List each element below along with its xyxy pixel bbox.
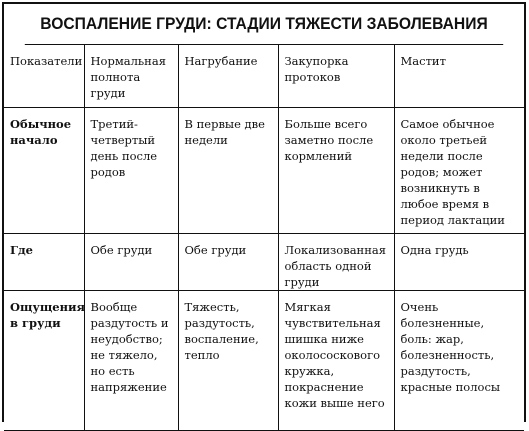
table-cell: Очень болезненные, боль: жар, болезненность, раздутость, красные полосы xyxy=(394,290,524,430)
table-cell: В первые две недели xyxy=(178,107,278,233)
table-row xyxy=(4,107,524,233)
table-cell: Тяжесть, раздутость, воспаление, тепло xyxy=(178,290,278,430)
row-label-onset: Обычное начало xyxy=(4,107,84,233)
table-cell: Обе груди xyxy=(84,233,178,290)
table-cell: Самое обычное около третьей недели после родов; может возникнуть в любое время в период лактации xyxy=(394,107,524,233)
table-cell: Третий-четвертый день после родов xyxy=(84,107,178,233)
column-header-mastitis: Мастит xyxy=(394,45,524,107)
row-label-sensations: Ощущения в груди xyxy=(4,290,84,430)
table-cell: Одна грудь xyxy=(394,233,524,290)
severity-table xyxy=(4,45,524,431)
table-cell: Локализованная область одной груди xyxy=(278,233,394,290)
table-cell: Вообще раздутость и неудобство; не тяжело, но есть напряжение xyxy=(84,290,178,430)
column-header-engorgement: Нагрубание xyxy=(178,45,278,107)
table-row xyxy=(4,233,524,290)
table-cell: Мягкая чувствительная шишка ниже околососкового кружка, покраснение кожи выше него xyxy=(278,290,394,430)
column-header-blocked-ducts: Закупорка протоков xyxy=(278,45,394,107)
column-header-normal-fullness: Нормальная полнота груди xyxy=(84,45,178,107)
page-title: ВОСПАЛЕНИЕ ГРУДИ: СТАДИИ ТЯЖЕСТИ ЗАБОЛЕВАНИЯ xyxy=(25,4,503,45)
row-label-where: Где xyxy=(4,233,84,290)
column-header-indicators: Показатели xyxy=(4,45,84,107)
table-cell: Обе груди xyxy=(178,233,278,290)
table-row xyxy=(4,290,524,430)
table-header-row xyxy=(4,45,524,107)
table-frame xyxy=(2,2,526,422)
table-cell: Больше всего заметно после кормлений xyxy=(278,107,394,233)
